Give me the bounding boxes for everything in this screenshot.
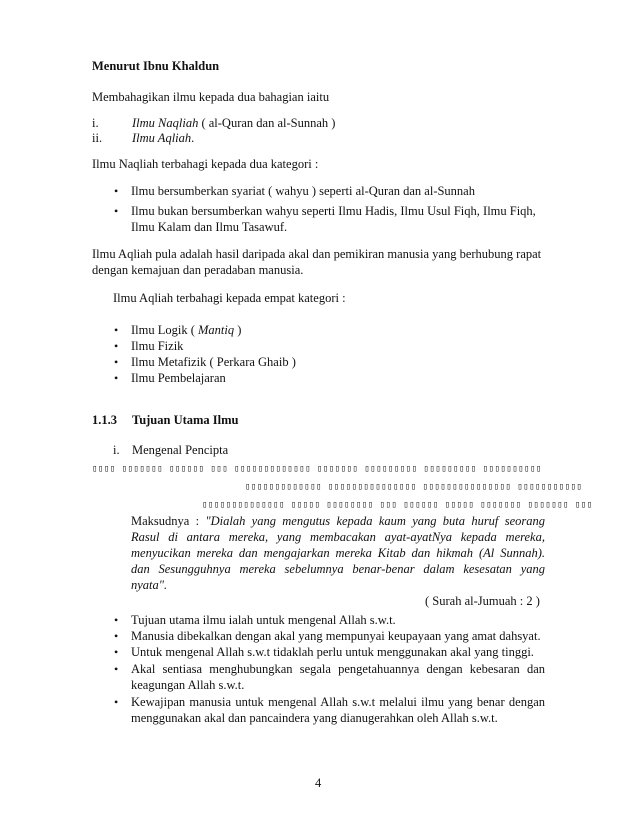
list-item: Ilmu Pembelajaran [131,371,226,385]
translation-line-1 [131,513,545,529]
roman-rest-2: . [191,131,195,145]
bullet-icon: • [114,355,119,369]
subsection-num: i. [113,443,120,457]
bullet-icon: • [114,184,119,198]
aqliah-paragraph-line-1: Ilmu Aqliah pula adalah hasil daripada akal dan pemikiran manusia yang berhubung rapat [92,247,542,261]
arabic-verse-line-2: ▯▯▯▯▯▯▯▯▯▯▯▯▯ ▯▯▯▯▯▯▯▯▯▯▯▯▯▯▯ ▯▯▯▯▯▯▯▯▯▯▯▯▯▯▯ ▯▯▯▯▯▯▯▯▯▯▯ [245,482,583,492]
bullet-icon: • [114,662,119,676]
list-item [131,322,241,338]
list-item-post: ) [234,323,242,337]
list-item: Ilmu Fizik [131,339,184,353]
translation-line-2: Rasul di antara mereka, yang membacakan ayat-ayatNya kepada mereka, [131,530,545,544]
translation-line-3: menyucikan mereka dan mengajarkan mereka Kitab dan hikmah (Al Sunnah). [131,546,545,560]
section-number: 1.1.3 [92,413,117,427]
list-item-continuation: menggunakan akal dan pancaindera yang dianugerahkan oleh Allah s.w.t. [131,711,498,725]
bullet-icon: • [114,629,119,643]
translation-line-5: nyata". [131,578,168,592]
list-item: Ilmu bukan bersumberkan wahyu seperti Ilmu Hadis, Ilmu Usul Fiqh, Ilmu Fiqh, [131,204,536,218]
bullet-icon: • [114,339,119,353]
bullet-icon: • [114,371,119,385]
list-item: Kewajipan manusia untuk mengenal Allah s.w.t melalui ilmu yang benar dengan [131,695,545,709]
arabic-verse-line-1: ▯▯▯▯ ▯▯▯▯▯▯▯ ▯▯▯▯▯▯ ▯▯▯ ▯▯▯▯▯▯▯▯▯▯▯▯▯ ▯▯▯▯▯▯▯ ▯▯▯▯▯▯▯▯▯ ▯▯▯▯▯▯▯▯▯ ▯▯▯▯▯▯▯▯▯▯ [92,464,542,474]
verse-citation: ( Surah al-Jumuah : 2 ) [425,594,540,608]
bullet-icon: • [114,695,119,709]
translation-line-4: dan Sesungguhnya mereka sebelumnya benar-benar dalam kesesatan yang [131,562,545,576]
roman-num-2: ii. [92,131,103,145]
list-item: Untuk mengenal Allah s.w.t tidaklah perlu untuk menggunakan akal yang tinggi. [131,645,534,659]
list-item: Akal sentiasa menghubungkan segala pengetahuannya dengan kebesaran dan [131,662,545,676]
bullet-icon: • [114,613,119,627]
translation-label: Maksudnya : [131,514,206,528]
roman-rest-1: ( al-Quran dan al-Sunnah ) [198,116,336,130]
list-item: Ilmu bersumberkan syariat ( wahyu ) seperti al-Quran dan al-Sunnah [131,184,475,198]
list-item-continuation: Ilmu Kalam dan Ilmu Tasawuf. [131,220,288,234]
list-item-continuation: keagungan Allah s.w.t. [131,678,245,692]
page-number: 4 [315,776,322,790]
roman-term-2: Ilmu Aqliah [132,131,192,145]
list-item: Ilmu Metafizik ( Perkara Ghaib ) [131,355,296,369]
bullet-icon: • [114,204,119,218]
arabic-verse-line-3: ▯▯▯▯▯▯▯▯▯▯▯▯▯▯ ▯▯▯▯▯ ▯▯▯▯▯▯▯▯ ▯▯▯ ▯▯▯▯▯▯ ▯▯▯▯▯ ▯▯▯▯▯▯▯ ▯▯▯▯▯▯▯ ▯▯▯ [202,500,593,510]
roman-num-1: i. [92,116,99,130]
bullet-icon: • [114,645,119,659]
subsection-title: Mengenal Pencipta [132,443,229,457]
naqliah-intro: Ilmu Naqliah terbahagi kepada dua kategori : [92,157,319,171]
aqliah-paragraph-line-2: dengan kemajuan dan peradaban manusia. [92,263,304,277]
list-item: Manusia dibekalkan dengan akal yang mempunyai keupayaan yang amat dahsyat. [131,629,541,643]
intro-text: Membahagikan ilmu kepada dua bahagian iaitu [92,90,330,104]
aqliah-intro: Ilmu Aqliah terbahagi kepada empat kategori : [113,291,346,305]
roman-item-2 [132,130,194,146]
list-item-italic: Mantiq [198,323,235,337]
section-heading: Menurut Ibnu Khaldun [92,59,220,73]
translation-text-1: "Dialah yang mengutus kepada kaum yang buta huruf seorang [205,514,545,528]
section-title: Tujuan Utama Ilmu [132,413,239,427]
roman-item-1 [132,115,335,131]
list-item-pre: Ilmu Logik ( [131,323,199,337]
list-item: Tujuan utama ilmu ialah untuk mengenal Allah s.w.t. [131,613,396,627]
roman-term-1: Ilmu Naqliah [132,116,199,130]
bullet-icon: • [114,323,119,337]
